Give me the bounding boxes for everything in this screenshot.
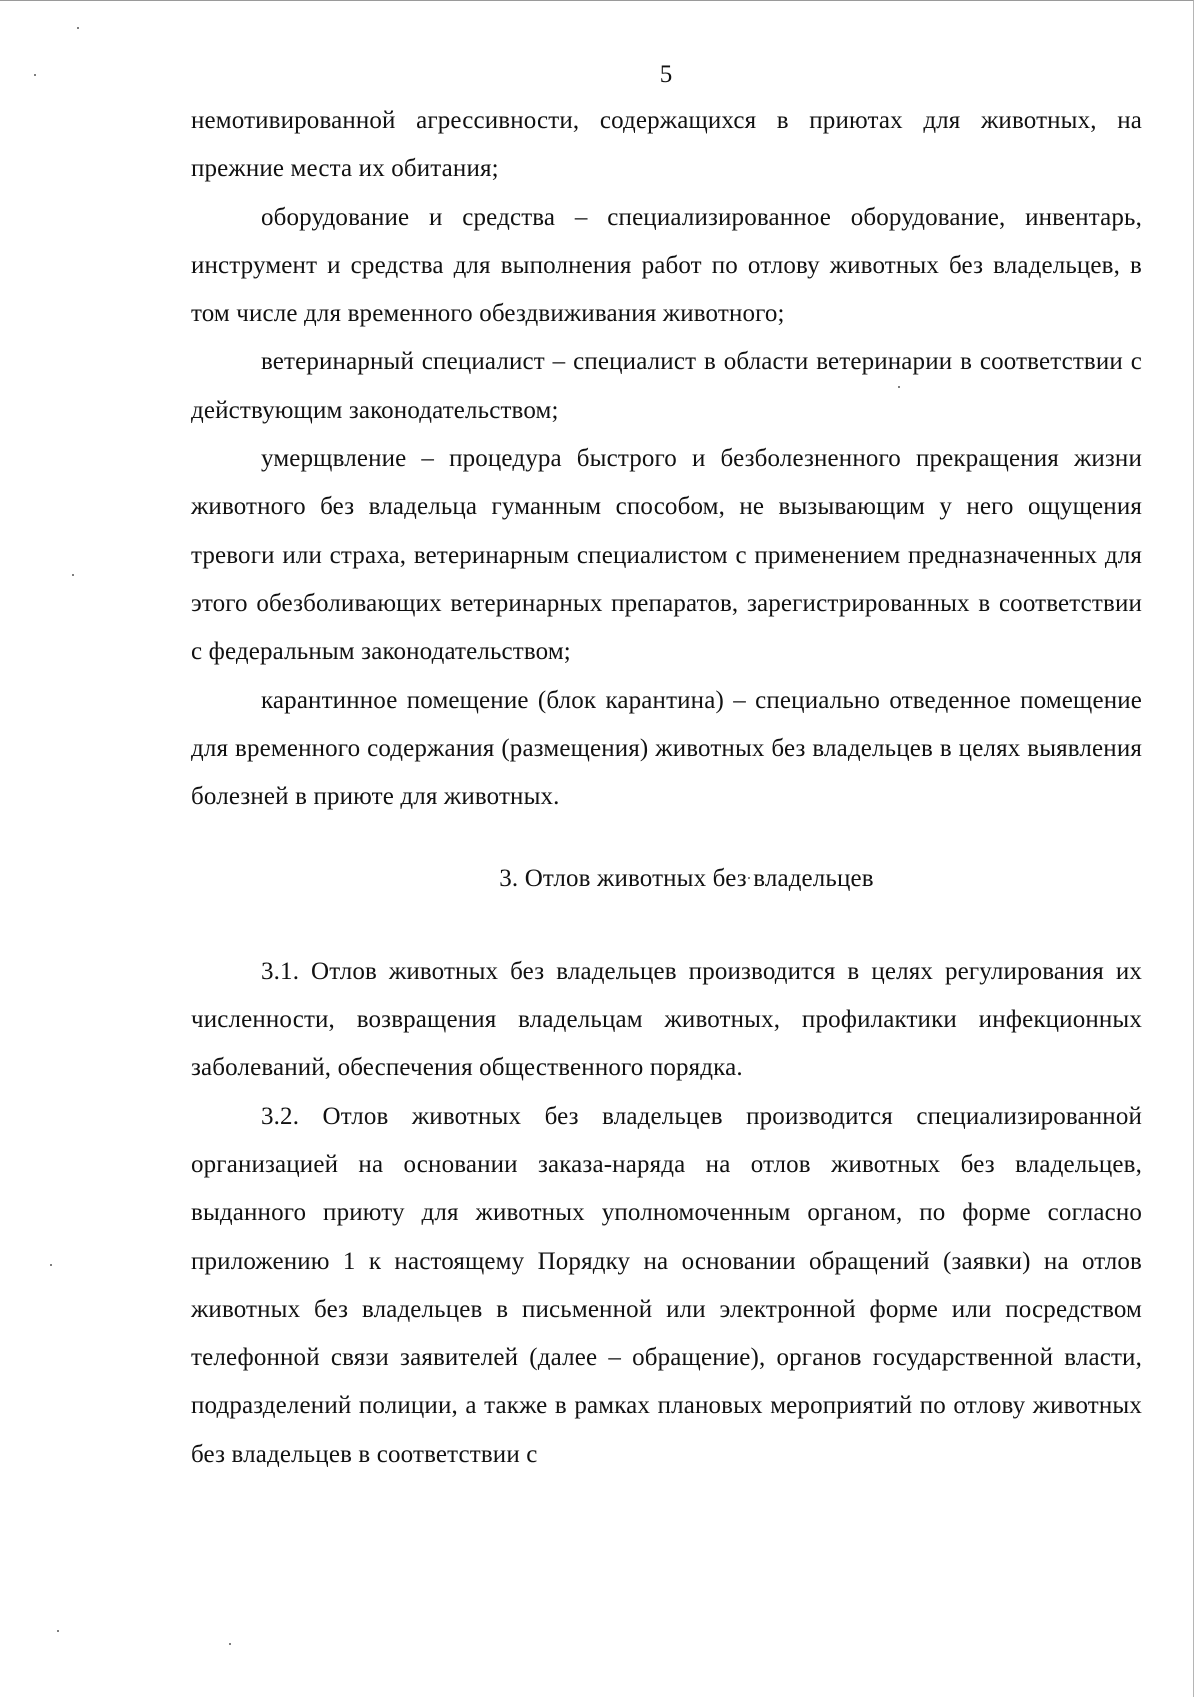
spacer [191,821,1142,855]
scan-speck [72,574,74,576]
page-number: 5 [659,61,673,88]
scan-speck [229,1643,231,1645]
scan-speck [57,1630,59,1632]
scan-speck [50,1264,52,1266]
section-heading: 3. Отлов животных без владельцев [499,865,874,893]
spacer [191,904,1142,948]
definition-euthanasia: умерщвление – процедура быстрого и безболезненного прекращения жизни животного без владельца гуманным способом, не вызывающим у него ощущения тревоги или страха, ветеринарным специалистом с применением предназначенных для этого обезболивающих ветеринарных препаратов, зарегистрированных в соответствии с федеральным законодательством; [191,445,1142,666]
definition-vet-specialist: ветеринарный специалист – специалист в области ветеринарии в соответствии с действующим законодательством; [191,348,1142,424]
scan-speck [77,27,79,29]
document-body [191,97,1142,1479]
clause-3-1: 3.1. Отлов животных без владельцев производится в целях регулирования их численности, возвращения владельцам животных, профилактики инфекционных заболеваний, обеспечения общественного порядка. [191,957,1142,1082]
clause-3-2: 3.2. Отлов животных без владельцев производится специализированной организацией на основании заказа-наряда на отлов животных без владельцев, выданного приюту для животных уполномоченным органом, по форме согласно приложению 1 к настоящему Порядку на основании обращений (заявки) на отлов животных без владельцев в письменной или электронной форме или посредством телефонной связи заявителей (далее – обращение), органов государственной власти, подразделений полиции, а также в рамках плановых мероприятий по отлову животных без владельцев в соответствии с [191,1102,1142,1468]
paragraph-continuation: немотивированной агрессивности, содержащихся в приютах для животных, на прежние места их обитания; [191,107,1142,183]
definition-quarantine-room: карантинное помещение (блок карантина) – специально отведенное помещение для временного содержания (размещения) животных без владельцев в целях выявления болезней в приюте для животных. [191,686,1142,811]
definition-equipment: оборудование и средства – специализированное оборудование, инвентарь, инструмент и средства для выполнения работ по отлову животных без владельцев, в том числе для временного обездвиживания животного; [191,203,1142,328]
